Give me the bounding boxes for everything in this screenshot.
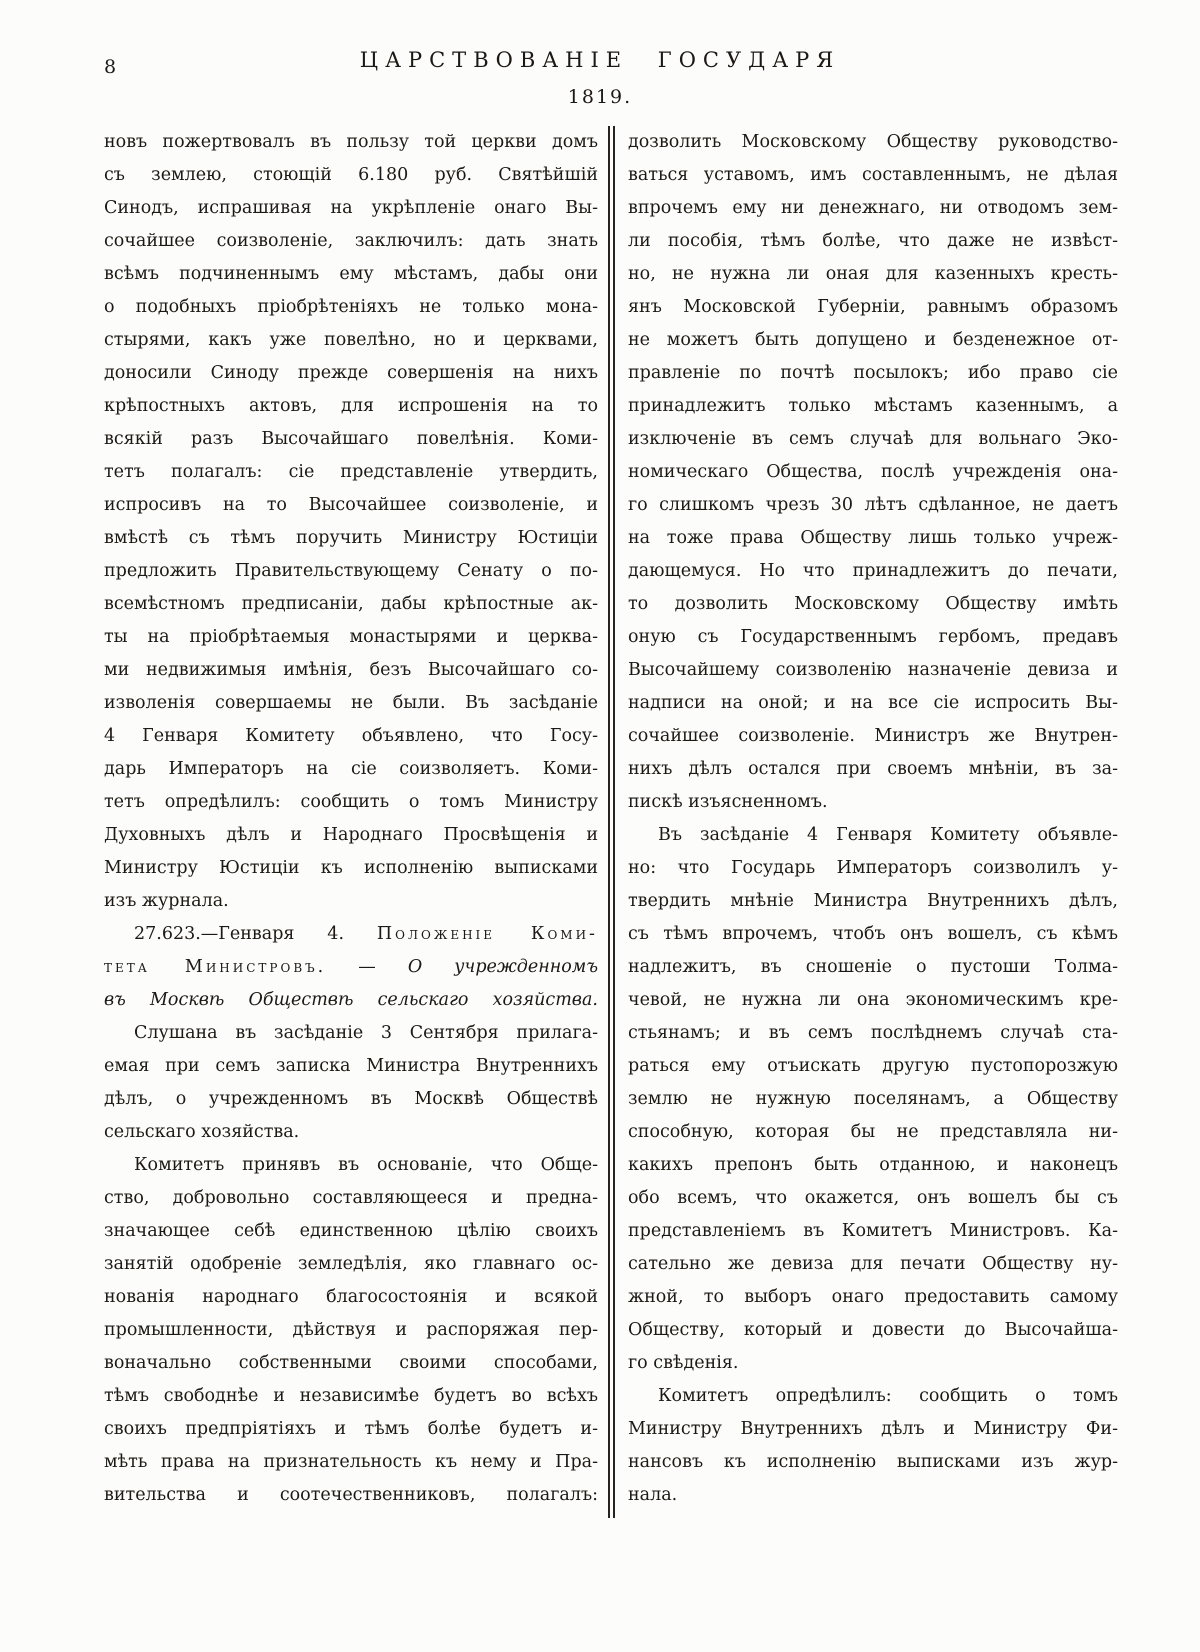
body-text: всемѣстномъ предписаніи, дабы крѣпостные ак- [104,594,598,614]
body-text: надлежитъ, въ сношеніе о пустоши Толма- [628,957,1118,977]
body-text: тѣмъ свободнѣе и независимѣе будетъ во всѣхъ [104,1386,598,1406]
body-text: стырями, какъ уже повелѣно, но и церквами, [104,330,598,350]
page-body [0,126,1200,1518]
body-text: изволенія совершаемы не были. Въ засѣданіе [104,693,598,713]
page-header [0,0,1200,108]
text-line [104,1413,598,1446]
body-text: сочайшее соизволеніе, заключилъ: дать знать [104,231,598,251]
text-line [628,192,1118,225]
body-text: представленіемъ въ Комитетъ Министровъ. Ка- [628,1221,1118,1241]
text-line [104,159,598,192]
text-line [104,1050,598,1083]
body-text: дающемуся. Но что принадлежитъ до печати, [628,561,1118,581]
body-text: землю не нужную поселянамъ, а Обществу [628,1089,1118,1109]
body-text: Духовныхъ дѣлъ и Народнаго Просвѣщенія и [104,825,598,845]
body-text: о подобныхъ пріобрѣтеніяхъ не только мона- [104,297,598,317]
text-line [104,918,598,951]
body-text: нансовъ къ исполненію выписками изъ жур- [628,1452,1118,1472]
body-text: ми недвижимыя имѣнія, безъ Высочайшаго со- [104,660,598,680]
text-line [104,1380,598,1413]
text-line [628,291,1118,324]
body-text: Обществу, который и довести до Высочайша- [628,1320,1118,1340]
body-text: номическаго Общества, послѣ учрежденія она- [628,462,1118,482]
text-line [628,1413,1118,1446]
body-text: съ тѣмъ впрочемъ, чтобъ онъ вошелъ, съ кѣмъ [628,924,1118,944]
text-line [628,1347,1118,1380]
text-line [628,1116,1118,1149]
text-line [628,1248,1118,1281]
body-text: крѣпостныхъ актовъ, для испрошенія на то [104,396,598,416]
text-line [104,1446,598,1479]
body-text: значающее себѣ единственною цѣлію своихъ [104,1221,598,1241]
text-line [104,423,598,456]
text-line [628,1281,1118,1314]
text-line [104,885,598,918]
smallcaps-text: Положеніе Коми- [376,924,598,944]
text-line [628,753,1118,786]
body-text: Министру Внутреннихъ дѣлъ и Министру Фи- [628,1419,1118,1439]
text-line [628,324,1118,357]
right-column [628,126,1118,1512]
body-text: то дозволить Московскому Обществу имѣть [628,594,1118,614]
body-text: 27.623.—Генваря 4. [134,924,377,944]
body-text: правленіе по почтѣ посылокъ; ибо право сіе [628,363,1118,383]
text-line [104,489,598,522]
text-line [628,159,1118,192]
body-text: Комитетъ принявъ въ основаніе, что Обще- [134,1155,598,1175]
body-text: Комитетъ опредѣлилъ: сообщить о томъ [658,1386,1118,1406]
text-line [628,687,1118,720]
body-text: занятій одобреніе земледѣлія, яко главнаго ос- [104,1254,598,1274]
body-text: жной, то выборъ онаго предоставить самому [628,1287,1118,1307]
left-column [104,126,598,1512]
text-line [628,1149,1118,1182]
body-text: 4 Генваря Комитету объявлено, что Госу- [104,726,598,746]
body-text: изключеніе въ семъ случаѣ для вольнаго Эко- [628,429,1118,449]
body-text: способную, которая бы не представляла ни- [628,1122,1118,1142]
page-year: 1819. [567,86,633,108]
text-line [104,1215,598,1248]
text-line [104,1182,598,1215]
text-line [104,753,598,786]
body-text: дарь Императоръ на сіе соизволяетъ. Коми- [104,759,598,779]
text-line [104,390,598,423]
body-text: ты на пріобрѣтаемыя монастырями и церква- [104,627,598,647]
body-text: изъ журнала. [104,891,229,911]
body-text: принадлежитъ только мѣстамъ казеннымъ, а [628,396,1118,416]
text-line [628,588,1118,621]
text-line [628,1215,1118,1248]
body-text: обо всемъ, что окажется, онъ вошелъ бы съ [628,1188,1118,1208]
text-line [628,1083,1118,1116]
body-text: нованія народнаго благосостоянія и всякой [104,1287,598,1307]
text-line [104,324,598,357]
text-line [104,225,598,258]
text-line [104,1116,598,1149]
text-line [104,555,598,588]
text-line [104,1479,598,1512]
text-line [628,489,1118,522]
text-line [628,1017,1118,1050]
text-line [104,1149,598,1182]
text-line [104,819,598,852]
text-line [628,1380,1118,1413]
text-line [104,126,598,159]
body-text: воначально собственными своими способами, [104,1353,598,1373]
text-line [104,852,598,885]
body-text: раться ему отъискать другую пустопорозжую [628,1056,1118,1076]
body-text: нала. [628,1485,678,1505]
body-text: дозволить Московскому Обществу руководство- [628,132,1118,152]
body-text: сательно же девиза для печати Обществу ну- [628,1254,1118,1274]
text-line [628,1446,1118,1479]
text-line [628,423,1118,456]
text-line [628,390,1118,423]
body-text: доносили Синоду прежде совершенія на нихъ [104,363,598,383]
text-line [104,291,598,324]
text-line [628,786,1118,819]
body-text: Слушана въ засѣданіе 3 Сентября прилага- [134,1023,598,1043]
body-text: Синодъ, испрашивая на укрѣпленіе онаго Вы- [104,198,598,218]
text-line [628,225,1118,258]
body-text: Въ засѣданіе 4 Генваря Комитету объявле- [658,825,1118,845]
text-line [104,687,598,720]
text-line [628,654,1118,687]
body-text: пискѣ изъясненномъ. [628,792,828,812]
body-text: но, не нужна ли оная для казенныхъ кресть- [628,264,1118,284]
body-text: новъ пожертвовалъ въ пользу той церкви домъ [104,132,598,152]
text-line [104,1017,598,1050]
text-line [628,456,1118,489]
column-divider [608,126,615,1518]
text-line [104,588,598,621]
text-line [628,885,1118,918]
text-line [628,951,1118,984]
body-text: впрочемъ ему ни денежнаго, ни отводомъ зем- [628,198,1118,218]
body-text: стьянамъ; и въ семъ послѣднемъ случаѣ ста- [628,1023,1118,1043]
text-line [104,522,598,555]
text-line [628,522,1118,555]
text-line [628,126,1118,159]
text-line [104,984,598,1017]
body-text: го свѣденія. [628,1353,739,1373]
body-text: го слишкомъ чрезъ 30 лѣтъ сдѣланное, не даетъ [628,495,1118,515]
body-text: съ землею, стоющій 6.180 руб. Святѣйшій [104,165,598,185]
body-text: оную съ Государственнымъ гербомъ, предавъ [628,627,1118,647]
body-text: надписи на оной; и на все сіе испросить Вы- [628,693,1118,713]
body-text: промышленности, дѣйствуя и распоряжая пер- [104,1320,598,1340]
text-line [628,918,1118,951]
body-text: тетъ полагалъ: сіе представленіе утвердить, [104,462,598,482]
text-line [628,555,1118,588]
text-line [104,654,598,687]
smallcaps-text: тета Министровъ. [104,957,327,977]
text-line [628,984,1118,1017]
body-text: дѣлъ, о учрежденномъ въ Москвѣ Обществѣ [104,1089,598,1109]
body-text: — [326,957,408,977]
body-text: но: что Государь Императоръ соизволилъ у- [628,858,1118,878]
text-line [104,1248,598,1281]
text-line [104,1083,598,1116]
body-text: янъ Московской Губерніи, равнымъ образомъ [628,297,1118,317]
body-text: вмѣстѣ съ тѣмъ поручить Министру Юстиціи [104,528,598,548]
body-text: вительства и соотечественниковъ, полагалъ: [104,1485,598,1505]
body-text: своихъ предпріятіяхъ и тѣмъ болѣе будетъ и- [104,1419,598,1439]
italic-text: О учрежденномъ [407,957,598,977]
text-line [104,1281,598,1314]
text-line [628,357,1118,390]
text-line [104,786,598,819]
body-text: ли пособія, тѣмъ болѣе, что даже не извѣст- [628,231,1118,251]
body-text: чевой, не нужна ли она экономическимъ кре- [628,990,1118,1010]
text-line [628,258,1118,291]
text-line [628,1479,1118,1512]
text-line [104,1347,598,1380]
body-text: ство, добровольно составляющееся и предна- [104,1188,598,1208]
body-text: твердить мнѣніе Министра Внутреннихъ дѣлъ, [628,891,1118,911]
text-line [628,1050,1118,1083]
text-line [104,357,598,390]
body-text: на тоже права Обществу лишь только учреж- [628,528,1118,548]
body-text: ваться уставомъ, имъ составленнымъ, не дѣлая [628,165,1118,185]
body-text: емая при семъ записка Министра Внутреннихъ [104,1056,598,1076]
text-line [104,1314,598,1347]
page-number: 8 [104,56,117,78]
text-line [104,720,598,753]
body-text: испросивъ на то Высочайшее соизволеніе, и [104,495,598,515]
text-line [628,819,1118,852]
body-text: не можетъ быть допущено и безденежное от- [628,330,1118,350]
body-text: Высочайшему соизволенію назначеніе девиза и [628,660,1118,680]
body-text: тетъ опредѣлилъ: сообщить о томъ Министру [104,792,598,812]
text-line [104,258,598,291]
text-line [104,456,598,489]
text-line [628,621,1118,654]
page-title: ЦАРСТВОВАНІЕ ГОСУДАРЯ [359,48,841,72]
body-text: предложить Правительствующему Сенату о по- [104,561,598,581]
text-line [104,192,598,225]
body-text: всякій разъ Высочайшаго повелѣнія. Коми- [104,429,598,449]
body-text: нихъ дѣлъ остался при своемъ мнѣніи, въ за- [628,759,1118,779]
text-line [104,621,598,654]
body-text: всѣмъ подчиненнымъ ему мѣстамъ, дабы они [104,264,598,284]
text-line [628,1182,1118,1215]
body-text: сочайшее соизволеніе. Министръ же Внутрен- [628,726,1118,746]
body-text: сельскаго хозяйства. [104,1122,300,1142]
text-line [104,951,598,984]
body-text: Министру Юстиціи къ исполненію выписками [104,858,598,878]
body-text: мѣть права на признательность къ нему и Пра- [104,1452,598,1472]
body-text: какихъ препонъ быть отданною, и наконецъ [628,1155,1118,1175]
text-line [628,1314,1118,1347]
text-line [628,852,1118,885]
text-line [628,720,1118,753]
italic-text: въ Москвѣ Обществѣ сельскаго хозяйства. [104,990,598,1010]
